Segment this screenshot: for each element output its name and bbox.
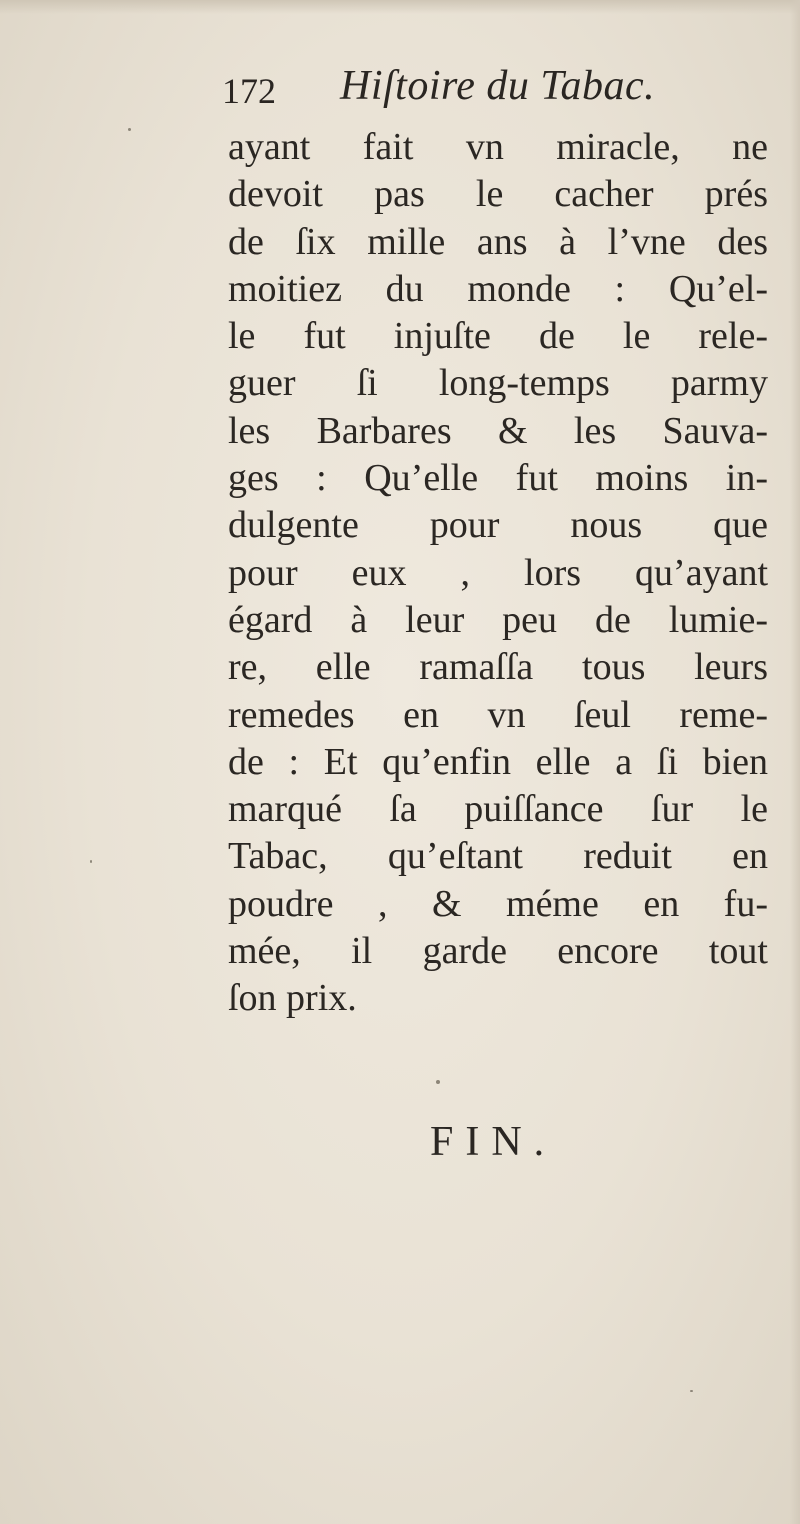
fin-marker: FIN. xyxy=(430,1119,557,1165)
text-line: ges : Qu’elle fut moins in- xyxy=(228,457,768,500)
text-line: Tabac, qu’eſtant reduit en xyxy=(228,835,768,878)
text-line: marqué ſa puiſſance ſur le xyxy=(228,788,768,831)
text-line: de ſix mille ans à l’vne des xyxy=(228,220,768,263)
text-line: égard à leur peu de lumie- xyxy=(228,598,768,641)
text-line: pour eux , lors qu’ayant xyxy=(228,551,768,594)
body-text xyxy=(228,124,768,1023)
paper-speck xyxy=(90,860,92,863)
text-line: poudre , & méme en fu- xyxy=(228,882,768,925)
text-line: les Barbares & les Sauva- xyxy=(228,409,768,452)
text-line: guer ſi long-temps parmy xyxy=(228,362,768,405)
paper-speck xyxy=(690,1390,693,1392)
text-line: de : Et qu’enfin elle a ſi bien xyxy=(228,740,768,783)
text-line: remedes en vn ſeul reme- xyxy=(228,693,768,736)
text-line: mée, il garde encore tout xyxy=(228,930,768,973)
page-number: 172 xyxy=(222,71,276,111)
paper-speck xyxy=(128,128,131,131)
paper-speck xyxy=(436,1080,440,1084)
page-header xyxy=(222,62,742,118)
text-line: ayant fait vn miracle, ne xyxy=(228,126,768,168)
text-line: dulgente pour nous que xyxy=(228,504,768,547)
text-line: ſon prix. xyxy=(228,977,357,1020)
text-line: le fut injuſte de le rele- xyxy=(228,315,768,358)
page-right-shadow xyxy=(790,0,800,1524)
text-line: re, elle ramaſſa tous leurs xyxy=(228,646,768,689)
text-line: devoit pas le cacher prés xyxy=(228,173,768,216)
running-title: Hiſtoire du Tabac. xyxy=(340,63,656,109)
page-top-shadow xyxy=(0,0,800,14)
text-line: moitiez du monde : Qu’el- xyxy=(228,267,768,310)
